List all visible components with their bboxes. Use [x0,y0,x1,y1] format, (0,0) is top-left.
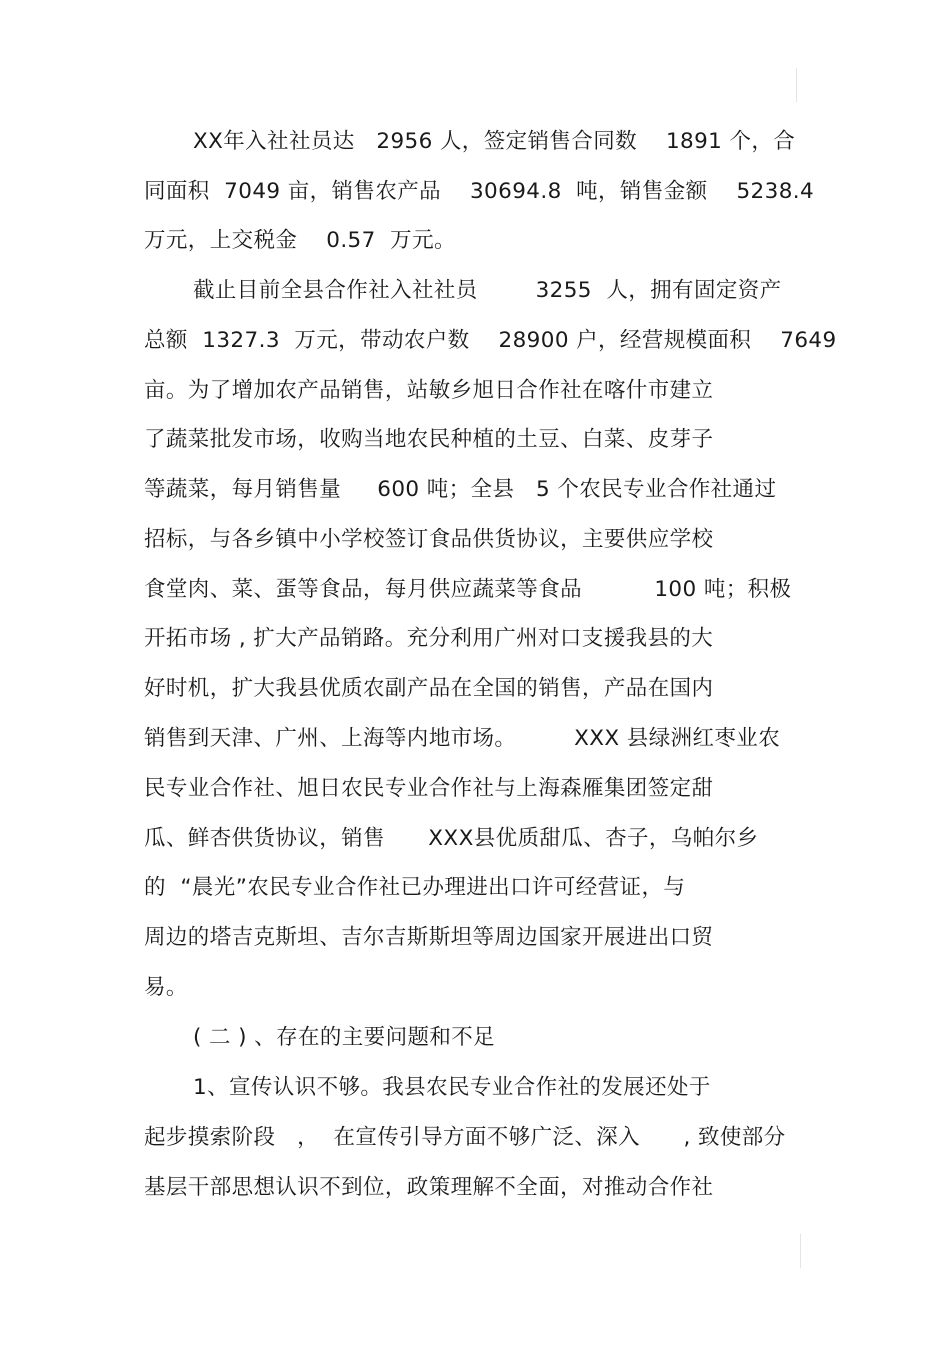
text-line: 的 “晨光”农民专业合作社已办理进出口许可经营证，与 [144,875,686,900]
page-edge-mark-top [796,68,797,102]
text-line: 截止目前全县合作社入社社员 3255 人，拥有固定资产 [193,278,782,303]
text-line: 招标，与各乡镇中小学校签订食品供货协议，主要供应学校 [144,527,714,552]
text-line: 销售到天津、广州、上海等内地市场。 XXX 县绿洲红枣业农 [144,726,781,751]
text-line: 基层干部思想认识不到位，政策理解不全面，对推动合作社 [144,1175,714,1200]
text-line: 了蔬菜批发市场，收购当地农民种植的土豆、白菜、皮芽子 [144,427,714,452]
text-line: 亩。为了增加农产品销售，站敏乡旭日合作社在喀什市建立 [144,378,714,403]
text-line: 起步摸索阶段 ， 在宣传引导方面不够广泛、深入 , 致使部分 [144,1125,786,1150]
text-line: XX年入社社员达 2956 人，签定销售合同数 1891 个，合 [193,129,796,154]
text-line: 瓜、鲜杏供货协议，销售 XXX县优质甜瓜、杏子，乌帕尔乡 [144,826,759,851]
page-edge-mark-bottom [800,1234,801,1268]
section-heading: ( 二 ) 、存在的主要问题和不足 [193,1025,496,1050]
text-line: 食堂肉、菜、蛋等食品，每月供应蔬菜等食品 100 吨；积极 [144,577,792,602]
text-line: 总额 1327.3 万元，带动农户数 28900 户，经营规模面积 7649 [144,328,837,353]
text-line: 周边的塔吉克斯坦、吉尔吉斯斯坦等周边国家开展进出口贸 [144,925,714,950]
text-line: 易。 [144,975,188,1000]
text-line: 同面积 7049 亩，销售农产品 30694.8 吨，销售金额 5238.4 [144,179,815,204]
text-line: 民专业合作社、旭日农民专业合作社与上海森雁集团签定甜 [144,776,714,801]
text-line: 万元，上交税金 0.57 万元。 [144,228,456,253]
text-line: 1、宣传认识不够。我县农民专业合作社的发展还处于 [193,1075,711,1100]
text-line: 开拓市场 , 扩大产品销路。充分利用广州对口支援我县的大 [144,626,714,651]
text-line: 好时机，扩大我县优质农副产品在全国的销售，产品在国内 [144,676,714,701]
text-line: 等蔬菜，每月销售量 600 吨；全县 5 个农民专业合作社通过 [144,477,777,502]
